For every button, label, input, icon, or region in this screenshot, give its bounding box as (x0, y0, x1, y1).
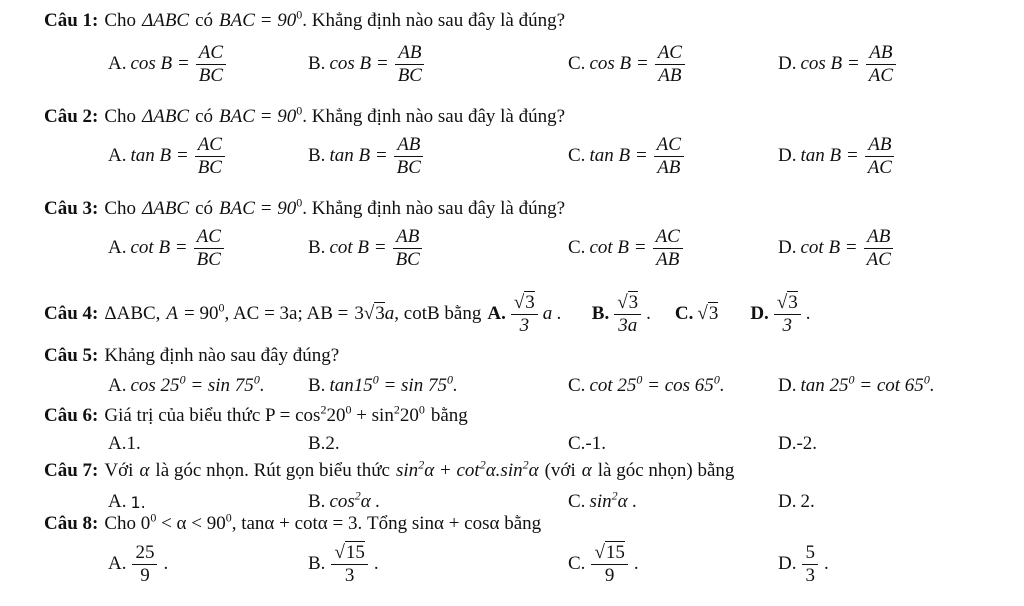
question-6 (44, 402, 468, 427)
option-value: sin (589, 491, 612, 512)
frac-den: AB (657, 156, 681, 178)
frac-den: 9 (604, 564, 615, 586)
option-rhs: = sin 75 (378, 375, 447, 396)
question-5-options (0, 372, 1024, 400)
q7-expr3: α.sin (485, 460, 523, 481)
q1-text-a: Cho (104, 10, 137, 31)
option-letter: B. (308, 145, 326, 167)
frac-den: 3 (519, 314, 530, 336)
sqrt-icon: √3 (363, 303, 385, 325)
question-5-label: Câu 5: (44, 345, 99, 366)
question-8 (44, 510, 542, 535)
q4-p7: a (384, 303, 395, 325)
q2-deg: 0 (296, 103, 303, 118)
q1-text-c: . Khẳng định nào sau đây là đúng? (302, 10, 566, 31)
q5-option-c[interactable] (568, 372, 725, 400)
q8-t3: , tanα + cotα = 3. Tổng sinα + cosα bằng (231, 513, 542, 534)
q6-option-c[interactable] (568, 430, 606, 458)
q4-p1: ΔABC, (104, 303, 161, 325)
option-text: C.-1. (568, 433, 606, 454)
option-end: . (929, 375, 935, 396)
q3-text-a: Cho (104, 198, 137, 219)
deg: 0 (179, 372, 186, 387)
option-letter: D. (778, 491, 797, 512)
question-7 (44, 457, 735, 482)
question-2-label: Câu 2: (44, 106, 99, 127)
q7-expr2: α + cot (424, 460, 480, 481)
option-letter: D. (778, 237, 797, 259)
option-fn: cot B = (329, 237, 387, 259)
q1-option-a[interactable] (108, 42, 228, 87)
frac-num: AC (196, 42, 226, 65)
option-letter: C. (568, 237, 586, 259)
frac-num: AC (194, 226, 224, 249)
option-fn: cot B = (130, 237, 188, 259)
option-letter: D. (778, 145, 797, 167)
option-lhs: cot 25 (589, 375, 637, 396)
q4-option-c[interactable] (675, 303, 718, 325)
q7-option-b[interactable] (308, 488, 380, 516)
option-tail: . (823, 553, 829, 575)
option-end: . (719, 375, 725, 396)
q6-option-d[interactable] (778, 430, 817, 458)
frac-num: AB (393, 226, 422, 249)
option-fn: tan B = (130, 145, 189, 167)
option-tail: a . (542, 303, 562, 325)
option-tail: . (805, 303, 811, 325)
q1-option-b[interactable] (308, 42, 427, 87)
q8-t1: Cho 0 (104, 513, 151, 534)
option-text: D.-2. (778, 433, 818, 454)
q8-option-c[interactable] (568, 542, 639, 587)
q2-text-a: Cho (104, 106, 137, 127)
option-fn: cot B = (589, 237, 647, 259)
option-letter: D. (778, 53, 797, 75)
q2-text-b: có (195, 106, 214, 127)
deg: 0 (713, 372, 720, 387)
q7-option-d[interactable] (778, 488, 815, 516)
option-tail: α . (360, 491, 381, 512)
q3-text-b: có (195, 198, 214, 219)
q1-triangle: ΔABC (142, 10, 190, 31)
q5-option-b[interactable] (308, 372, 458, 400)
q3-angle: BAC = 90 (219, 198, 297, 219)
q3-option-d[interactable] (778, 226, 896, 271)
option-letter: A. (108, 491, 127, 512)
option-letter: D. (778, 375, 797, 396)
q2-option-b[interactable] (308, 134, 426, 179)
option-tail: . (646, 303, 651, 325)
q5-text: Khảng định nào sau đây đúng? (104, 345, 340, 366)
question-2 (44, 103, 566, 128)
option-letter: B. (308, 375, 326, 396)
option-value: 1. (130, 492, 146, 512)
option-value: 2. (800, 491, 815, 512)
option-fn: cos B = (329, 53, 389, 75)
frac-num: 15 (345, 542, 365, 563)
q7-sup: 2 (479, 457, 486, 472)
option-rhs: = cot 65 (854, 375, 924, 396)
frac-num: 3 (525, 292, 535, 313)
q2-option-c[interactable] (568, 134, 686, 179)
frac-num: AB (395, 42, 424, 65)
q6-option-b[interactable] (308, 430, 340, 458)
option-letter: A. (108, 145, 127, 167)
question-7-label: Câu 7: (44, 460, 99, 481)
question-3 (44, 195, 566, 220)
frac-num: AC (195, 134, 225, 157)
frac-den: BC (198, 64, 224, 86)
q2-text-c: . Khẳng định nào sau đây là đúng? (302, 106, 566, 127)
frac-den: 3 (805, 564, 815, 586)
q5-option-d[interactable] (778, 372, 935, 400)
option-value: 3 (708, 303, 719, 325)
q7-t2: là góc nhọn. Rút gọn biểu thức (155, 460, 390, 481)
question-3-options (0, 226, 1024, 286)
q2-triangle: ΔABC (142, 106, 190, 127)
frac-den: AB (656, 248, 680, 270)
q4-p2: A (166, 303, 179, 325)
q4-option-d[interactable] (750, 292, 810, 337)
q7-alpha: α (139, 460, 150, 481)
option-letter: C. (568, 375, 586, 396)
question-8-label: Câu 8: (44, 513, 99, 534)
option-letter: C. (568, 53, 586, 75)
q8-option-d[interactable] (778, 542, 829, 587)
option-letter: D. (750, 303, 769, 325)
option-fn: cot B = (800, 237, 858, 259)
q3-text-c: . Khẳng định nào sau đây là đúng? (302, 198, 566, 219)
deg: 0 (372, 372, 379, 387)
frac-num: AB (394, 134, 423, 157)
q8-option-b[interactable] (308, 542, 379, 587)
frac-den: BC (396, 156, 421, 178)
q7-expr4: α (528, 460, 539, 481)
frac-num: 5 (802, 542, 818, 565)
q6-sq: 2 (320, 402, 327, 417)
option-fn: tan B = (329, 145, 388, 167)
option-lhs: tan 25 (800, 375, 849, 396)
q7-t1: Với (104, 460, 134, 481)
q2-option-a[interactable] (108, 134, 227, 179)
deg: 0 (253, 372, 260, 387)
frac-num: AB (864, 226, 893, 249)
q6-text: Giá trị của biểu thức P = cos (104, 405, 321, 426)
frac-num: AC (655, 42, 685, 65)
frac-den: AC (866, 248, 891, 270)
frac-num: AB (866, 42, 895, 65)
q7-t3: (với (544, 460, 576, 481)
frac-num: 15 (605, 542, 625, 563)
sqrt-icon: √15 (594, 542, 625, 563)
option-end: . (259, 375, 265, 396)
sqrt-icon: √3 (513, 292, 535, 313)
q4-p6: 3 (375, 303, 385, 325)
q4-option-b[interactable] (592, 292, 651, 337)
option-letter: B. (308, 237, 326, 259)
q2-angle: BAC = 90 (219, 106, 297, 127)
sqrt-icon: √3 (697, 303, 719, 325)
q8-option-a[interactable] (108, 542, 168, 587)
deg: 0 (636, 372, 643, 387)
q7-sup: 2 (522, 457, 529, 472)
frac-num: 3 (628, 292, 639, 313)
option-tail: α . (617, 491, 638, 512)
question-6-options (0, 430, 1024, 458)
option-letter: A. (108, 375, 127, 396)
option-lhs: cos 25 (130, 375, 180, 396)
frac-num: AC (654, 134, 684, 157)
frac-den: AB (658, 64, 682, 86)
question-5 (44, 345, 339, 367)
option-rhs: = cos 65 (642, 375, 714, 396)
option-rhs: = sin 75 (185, 375, 254, 396)
option-text: B.2. (308, 433, 340, 454)
option-letter: A. (487, 303, 506, 325)
option-sup: 2 (354, 488, 361, 503)
frac-den: 3 (782, 314, 793, 336)
option-fn: tan B = (800, 145, 859, 167)
frac-den: 9 (140, 564, 150, 586)
option-letter: C. (674, 303, 694, 325)
q6-sq2: 2 (393, 402, 400, 417)
q1-option-d[interactable] (778, 42, 898, 87)
option-fn: cos B = (800, 53, 860, 75)
q4-p4: , AC = 3a; AB = (224, 303, 349, 325)
sqrt-icon: √3 (617, 292, 639, 313)
option-tail: . (373, 553, 379, 575)
q4-p8: , cotB bằng (394, 303, 482, 325)
frac-num: 3 (788, 292, 798, 313)
question-1-options (0, 42, 1024, 102)
q1-angle: BAC = 90 (219, 10, 297, 31)
question-3-label: Câu 3: (44, 198, 99, 219)
q4-p3: = 90 (184, 303, 219, 325)
q3-deg: 0 (296, 195, 303, 210)
option-letter: D. (778, 553, 797, 575)
frac-den: 3 (344, 564, 355, 586)
q6-deg2: 0 (418, 402, 425, 417)
option-fn: tan B = (589, 145, 648, 167)
q7-option-c[interactable] (568, 488, 637, 516)
question-6-label: Câu 6: (44, 405, 99, 426)
option-value: cos (329, 491, 355, 512)
frac-den: BC (197, 156, 222, 178)
question-4 (44, 292, 811, 337)
frac-num: 25 (132, 542, 157, 565)
q1-deg: 0 (296, 7, 303, 22)
q8-deg: 0 (150, 510, 157, 525)
option-letter: B. (591, 303, 610, 325)
q3-option-a[interactable] (108, 226, 226, 271)
deg: 0 (848, 372, 855, 387)
option-text: A.1. (108, 433, 141, 454)
option-tail: . (633, 553, 639, 575)
q7-sup: 2 (418, 457, 425, 472)
option-fn: cos B = (130, 53, 190, 75)
q4-p5: 3 (354, 303, 364, 325)
question-4-label: Câu 4: (44, 303, 99, 325)
frac-den: BC (196, 248, 221, 270)
option-letter: A. (108, 553, 127, 575)
option-sup: 2 (611, 488, 618, 503)
frac-den: 3a (618, 314, 638, 336)
q6-deg: 0 (345, 402, 352, 417)
option-letter: C. (568, 491, 586, 512)
q5-option-a[interactable] (108, 372, 265, 400)
q6-mid: 20 (326, 405, 346, 426)
question-1 (44, 7, 566, 32)
question-2-options (0, 134, 1024, 194)
frac-num: AB (865, 134, 894, 157)
question-1-label: Câu 1: (44, 10, 99, 31)
q3-option-c[interactable] (568, 226, 685, 271)
q6-option-a[interactable] (108, 430, 141, 458)
deg: 0 (446, 372, 453, 387)
q7-expr1: sin (396, 460, 419, 481)
option-letter: C. (568, 145, 586, 167)
q7-t4: là góc nhọn) bằng (597, 460, 735, 481)
frac-num: AC (653, 226, 683, 249)
option-letter: B. (308, 53, 326, 75)
option-letter: A. (108, 237, 127, 259)
option-tail: . (163, 553, 169, 575)
q2-option-d[interactable] (778, 134, 897, 179)
q6-tail: 20 (399, 405, 419, 426)
option-letter: B. (308, 491, 326, 512)
option-letter: C. (568, 553, 586, 575)
q3-triangle: ΔABC (142, 198, 190, 219)
frac-den: BC (395, 248, 420, 270)
q6-end: bằng (430, 405, 468, 426)
frac-den: BC (397, 64, 422, 86)
frac-den: AC (868, 64, 894, 86)
option-fn: cos B = (589, 53, 649, 75)
question-8-options (0, 542, 1024, 602)
option-end: . (452, 375, 458, 396)
q8-deg2: 0 (225, 510, 232, 525)
q7-alpha-2: α (581, 460, 592, 481)
q8-t2: < α < 90 (156, 513, 226, 534)
option-lhs: tan15 (329, 375, 373, 396)
option-letter: B. (308, 553, 326, 575)
frac-den: AC (867, 156, 892, 178)
deg: 0 (923, 372, 930, 387)
q3-option-b[interactable] (308, 226, 425, 271)
q4-option-a[interactable] (487, 292, 561, 337)
q6-plus: + sin (351, 405, 394, 426)
q1-text-b: có (195, 10, 214, 31)
option-letter: A. (108, 53, 127, 75)
q7-option-a[interactable] (108, 488, 146, 516)
q1-option-c[interactable] (568, 42, 687, 87)
sqrt-icon: √15 (334, 542, 365, 563)
sqrt-icon: √3 (776, 292, 798, 313)
q4-deg: 0 (218, 301, 225, 316)
